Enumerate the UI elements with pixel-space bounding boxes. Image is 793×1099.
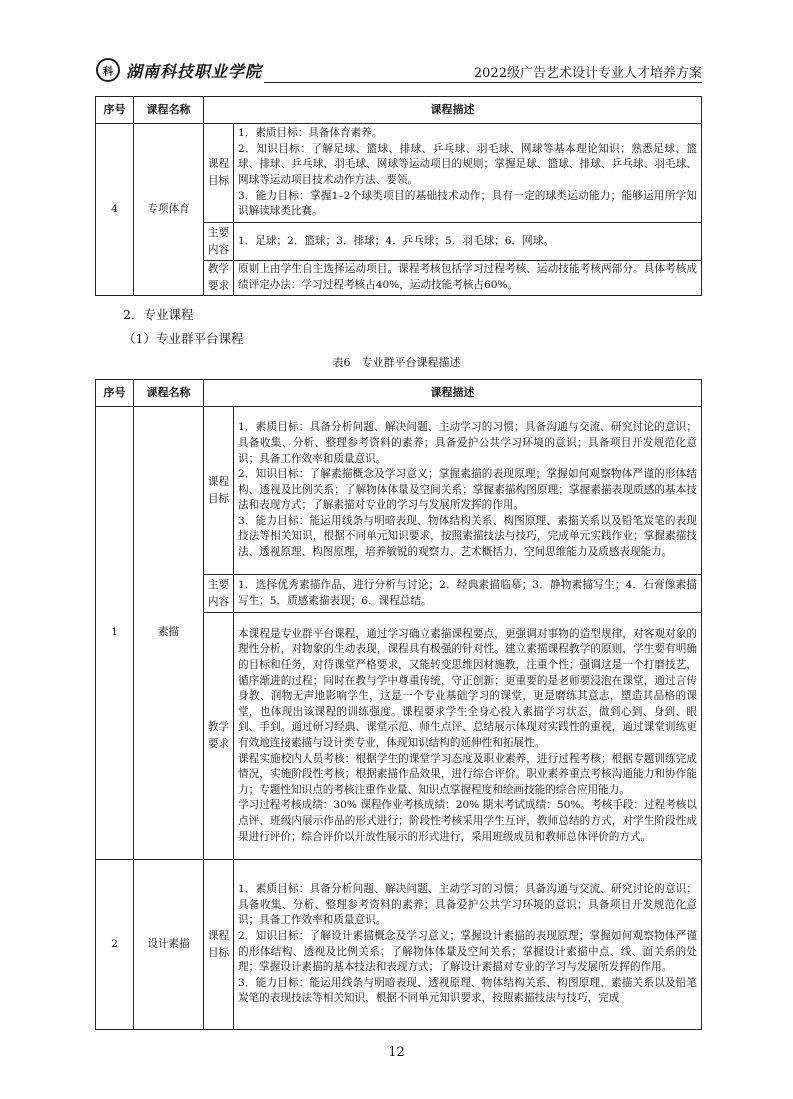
page-number: 12 [388,1045,405,1060]
goal-line: 2．知识目标：了解足球、篮球、排球、乒乓球、羽毛球、网球等基本理论知识；熟悉足球、篮球、排球、乒乓球、羽毛球、网球等运动项目的规则；掌握足球、篮球、排球、乒乓球、羽毛球、网球等运动项目技术动作方法、要领。 [238,142,697,186]
col-header-number: 序号 [96,380,134,407]
course-name: 设计素描 [134,860,204,1030]
row-number: 2 [96,860,134,1030]
goal-line: 3．能力目标：掌握1–2个球类项目的基础技术动作；具有一定的球类运动能力；能够运用所学知识解读球类比赛。 [238,189,697,218]
goal-line: 2．知识目标：了解素描概念及学习意义；掌握素描的表现原理；掌握如何观察物体严谨的形体结构、透视及比例关系；了解物体体量及空间关系；掌握素描构图原理；掌握素描表现质感的基本技法和表现方式；了解素描对专业的学习与发展所发挥的作用。 [238,468,697,512]
table-row [96,407,702,575]
requirement-line: 学习过程考核成绩：30% 课程作业考核成绩：20% 期末考试成绩：50%。考核手段：过程考核以点评、班级内展示作品的形式进行；阶段性考核采用学生互评，教师总结的方式，对学生阶段性成果进行评价；综合评价以开放性展示的形式进行，采用班级成员和教师总体评价的方式。 [238,799,697,843]
row-number: 1 [96,407,134,860]
table-header-row [96,380,702,407]
content-text: 1．选择优秀素描作品，进行分析与讨论；2．经典素描临摹；3．静物素描写生；4．石膏像素描写生；5．质感素描表现；6．课程总结。 [234,575,702,613]
school-logo [96,56,276,84]
document-title: 2022级广告艺术设计专业人才培养方案 [473,66,702,81]
col-header-course-name: 课程名称 [134,380,204,407]
requirement-label: 教学要求 [204,261,234,296]
row-number: 4 [96,124,134,296]
subsection-heading: （1）专业群平台课程 [123,331,244,346]
requirement-label: 教学要求 [204,613,234,860]
goal-line: 3．能力目标：能运用线条与明暗表现、物体结构关系、构图原理、素描关系以及铅笔炭笔的表现技法等相关知识，根据不同单元知识要求，按照素描技法与技巧，完成单元实践作业；掌握素描技法、透视原理、构图原理，培养敏锐的观察力、艺术概括力、空间思维能力及质感表现能力。 [238,514,697,559]
page-header [96,56,702,88]
platform-course-table [95,379,702,1030]
goal-text [234,860,702,1030]
goal-line: 1．素质目标：具备体育素养。 [238,127,383,140]
goal-label: 课程目标 [204,860,234,1030]
goal-text [234,407,702,575]
col-header-number: 序号 [96,97,134,124]
table-header-row [96,97,702,124]
goal-line: 1．素质目标：具备分析问题、解决问题、主动学习的习惯；具备沟通与交流、研究讨论的意识；具备收集、分析、整理参考资料的素养；具备爱护公共学习环境的意识；具备项目开发规范化意识；具备工作效率和质量意识。 [238,883,697,927]
requirement-text [234,613,702,860]
requirement-line: 本课程是专业群平台课程，通过学习确立素描课程要点，更强调对事物的造型规律，对客观对象的理性分析，对物象的生动表现，课程具有极强的针对性。建立素描课程教学的原则，学生要有明确的目标和任务，对待课堂严格要求，又能转变思维因材施教，注重个性；强调这是一个打磨技艺，循序渐进的过程；同时在教与学中尊重传统，守正创新；更重要的是老师要浸泡在课堂，通过言传身教、润物无声地影响学生，这是一个专业基础学习的课堂，更是磨练其意志，塑造其品格的课堂，也体现出该课程的训练强度。课程要求学生全身心投入素描学习状态，做到心到、身到、眼到、手到。通过研习经典、课堂示范、师生点评、总结展示体现对实践性的重视，通过课堂训练更有效地连接素描与设计类专业，体现知识结构的延伸性和拓展性。 [238,627,697,749]
requirement-text: 原则上由学生自主选择运动项目。课程考核包括学习过程考核、运动技能考核两部分。具体考核成绩评定办法：学习过程考核占40%，运动技能考核占60%。 [234,261,702,296]
requirement-line: 课程实施校内人员考核：根据学生的课堂学习态度及职业素养，进行过程考核；根据专题训练完成情况，实施阶段性考核；根据素描作品效果，进行综合评价。职业素养重点考核沟通能力和协作能力；专题性知识点的考核注重作业量、知识点掌握程度和绘画技能的综合应用能力。 [238,752,697,796]
goal-label: 课程目标 [204,407,234,575]
table-caption: 表6 专业群平台课程描述 [332,356,461,369]
course-name: 专项体育 [134,124,204,296]
col-header-course-name: 课程名称 [134,97,204,124]
school-seal-icon: 科 [96,58,120,82]
content-label: 主要内容 [204,575,234,613]
course-name: 素描 [134,407,204,860]
table-row [96,860,702,1030]
table-row [96,124,702,223]
goal-text [234,124,702,223]
content-label: 主要内容 [204,223,234,261]
goal-label: 课程目标 [204,124,234,223]
col-header-description: 课程描述 [204,380,702,407]
course-table-continued [95,96,702,296]
content-text: 1．足球；2．篮球；3．排球；4．乒乓球；5．羽毛球；6．网球。 [234,223,702,261]
goal-line: 2．知识目标：了解设计素描概念及学习意义；掌握设计素描的表现原理；掌握如何观察物体严谨的形体结构、透视及比例关系；了解物体体量及空间关系；掌握设计素描中点、线、面关系的处理；掌握设计素描的基本技法和表现方式；了解设计素描对专业的学习与发展所发挥的作用。 [238,929,697,974]
goal-line: 3．能力目标：能运用线条与明暗表现、透视原理、物体结构关系、构图原理、素描关系以及铅笔炭笔的表现技法等相关知识，根据不同单元知识要求，按照素描技法与技巧，完成 [238,976,697,1005]
goal-line: 1．素质目标：具备分析问题、解决问题、主动学习的习惯；具备沟通与交流、研究讨论的意识；具备收集、分析、整理参考资料的素养；具备爱护公共学习环境的意识；具备项目开发规范化意识；具备工作效率和质量意识。 [238,421,697,465]
header-rule [264,82,702,83]
section-heading: 2．专业课程 [123,307,194,322]
col-header-description: 课程描述 [204,97,702,124]
school-name: 湖南科技职业学院 [126,61,263,81]
